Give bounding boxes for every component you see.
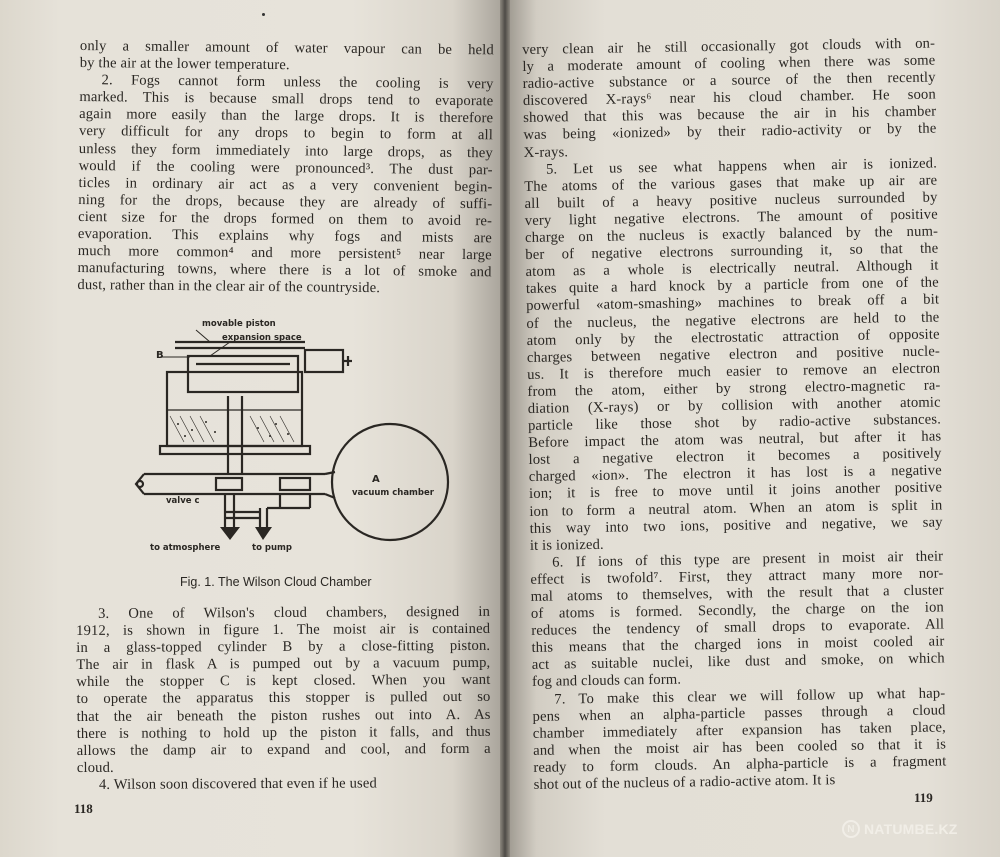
text-line: fog and clouds can form. [531, 672, 682, 691]
text-line: takes quite a hard knock by a particle from one of the [525, 274, 939, 298]
text-line: and when the moist air has been cooled so that it is [533, 736, 947, 759]
text-line: Before impact the atom was neutral, but after it has [528, 428, 942, 452]
right-page [507, 0, 1000, 857]
text-line: ready to form clouds. An alpha-particle is a fragment [533, 753, 947, 776]
text-line: 5. Let us see what happens when air is ionized. [545, 155, 938, 178]
text-line: ticles in ordinary air act as a very convenient begin- [78, 174, 493, 196]
text-line: radio-active substance or a source of the then recently [522, 69, 936, 93]
text-line: 6. If ions of this type are present in moist air their [552, 548, 944, 571]
left-page-top-text [77, 38, 494, 299]
label-movable-piston: movable piston [202, 319, 276, 329]
text-line: much more common⁴ and more persistent⁵ near large [77, 243, 492, 264]
text-line: showed that this was because the air in his chamber [523, 103, 937, 127]
label-expansion-space: expansion space [222, 333, 302, 343]
text-line: us. It is therefore much easier to remove an electron [527, 360, 941, 383]
page-number-right: 119 [914, 790, 933, 805]
text-line: of the nucleus, the negative electrons are held to the [526, 308, 940, 332]
text-line: by the air at the lower temperature. [79, 55, 290, 74]
wilson-cloud-chamber-figure [130, 312, 470, 562]
text-line: discovered X-rays⁶ near his cloud chamber. He soon [522, 86, 937, 110]
text-line: was being «ionized» by their radio-activity or by the [523, 120, 937, 144]
text-line: mal atoms to themselves, with the result that a cluster [530, 582, 944, 605]
page-number-left: 118 [74, 801, 93, 816]
label-to-pump: to pump [252, 543, 292, 553]
text-line: 3. One of Wilson's cloud chambers, designed in [97, 603, 491, 622]
text-line: it is ionized. [529, 536, 604, 554]
text-line: very difficult for any drops to begin to form at all [78, 123, 494, 144]
text-line: charges between negative electron and positive nucle- [526, 343, 941, 366]
text-line: particle like those shot by radio-active substances. [527, 411, 942, 435]
text-line: effect is twofold⁷. First, they attract many more nor- [530, 565, 944, 588]
text-line: in a glass-topped cylinder B by a close-fitting piston. [76, 638, 491, 657]
print-speck [262, 13, 265, 16]
figure-caption: Fig. 1. The Wilson Cloud Chamber [180, 575, 372, 589]
label-flask-a: A [372, 474, 380, 485]
text-line: ion; it is free to move until it joins another positive [528, 479, 943, 503]
text-line: ber of negative electrons surrounding it, so that the [525, 240, 939, 264]
text-line: cient size for the drops formed on them to avoid re- [78, 208, 493, 230]
label-vacuum-chamber: vacuum chamber [352, 488, 434, 498]
text-line: dust, rather than in the clear air of the countryside. [77, 277, 381, 297]
watermark [842, 820, 958, 838]
text-line: chamber immediately after expansion has taken place, [532, 719, 946, 742]
text-line: atom only by the electrostatic attraction of opposite [526, 326, 940, 349]
text-line: powerful «atom-smashing» machines to break off a bit [526, 291, 940, 315]
book-gutter [500, 0, 510, 857]
text-line: only a smaller amount of water vapour can be held [79, 38, 494, 59]
label-to-atmosphere: to atmosphere [150, 543, 221, 553]
text-line: act as suitable nuclei, like dust and smoke, on which [531, 650, 945, 674]
text-line: from the atom, either by strong electro-magnetic ra- [527, 377, 941, 400]
text-line: of atoms is formed. Secondly, the charge on the ion [530, 599, 945, 623]
text-line: reduces the tendency of small drops to evaporate. All [531, 616, 945, 640]
text-line: ion to form a neutral atom. When an atom is split in [529, 496, 943, 520]
watermark-text: NATUMBE.KZ [864, 821, 958, 837]
text-line: ning for the drops, because they are already of suffi- [78, 191, 493, 213]
text-line: very light negative electrons. The amount of positive [524, 206, 938, 229]
text-line: 4. Wilson soon discovered that even if he used [98, 775, 377, 793]
text-line: unless they form immediately into large drops, as they [78, 140, 493, 161]
text-line: very clean air he still occasionally got clouds with on- [522, 35, 936, 58]
text-line: ly a moderate amount of cooling when there was some [522, 52, 936, 76]
text-line: charged «ion». The electron it has lost is a negative [528, 462, 942, 486]
label-cylinder-b: B [156, 350, 164, 361]
left-page-bottom-text [76, 604, 491, 794]
text-line: shot out of the nucleus of a radio-active atom. It is [533, 772, 836, 793]
text-line: manufacturing towns, where there is a lot of smoke and [77, 260, 492, 281]
right-page-text [522, 36, 947, 795]
text-line: diation (X-rays) or by collision with another atomic [527, 394, 941, 417]
text-line: charge on the nucleus is exactly balanced by the num- [524, 223, 939, 247]
text-line: that the air beneath the piston rushes out into A. As [76, 706, 491, 725]
text-line: cloud. [76, 759, 114, 776]
text-line: 1912, is shown in figure 1. The moist air is contained [76, 620, 491, 640]
cloud-chamber-diagram [130, 312, 470, 562]
text-line: The atoms of the various gases that make up air are [524, 172, 938, 195]
text-line: lost a negative electron it becomes a positively [528, 445, 942, 469]
text-line: would if the cooling were pronounced³. The dust par- [78, 157, 493, 178]
text-line: X-rays. [523, 143, 569, 161]
text-line: pens when an alpha-particle passes through a cloud [532, 702, 946, 725]
text-line: to operate the apparatus this stopper is pulled out so [76, 689, 491, 708]
text-line: atom as a whole is electrically neutral. Although it [525, 257, 939, 281]
label-valve-c: valve c [166, 496, 200, 506]
text-line: again more easily than the large drops. It is therefore [79, 106, 494, 127]
text-line: while the stopper C is kept closed. When you want [76, 672, 491, 691]
text-line: this means that the charged ions in moist cooled air [531, 633, 945, 657]
text-line: this way into two ions, positive and negative, we say [529, 514, 943, 537]
text-line: marked. This is because small drops tend to evaporate [79, 89, 494, 110]
text-line: there is nothing to hold up the piston it falls, and thus [76, 723, 491, 742]
text-line: allows the damp air to expand and cool, and form a [76, 740, 491, 759]
text-line: 2. Fogs cannot form unless the cooling is very [101, 72, 494, 93]
text-line: evaporation. This explains why fogs and mists are [77, 226, 493, 247]
text-line: 7. To make this clear we will follow up what hap- [554, 684, 946, 708]
watermark-logo-icon: N [842, 820, 860, 838]
text-line: all built of a heavy positive nucleus surrounded by [524, 189, 938, 212]
text-line: The air in flask A is pumped out by a vacuum pump, [76, 655, 491, 674]
